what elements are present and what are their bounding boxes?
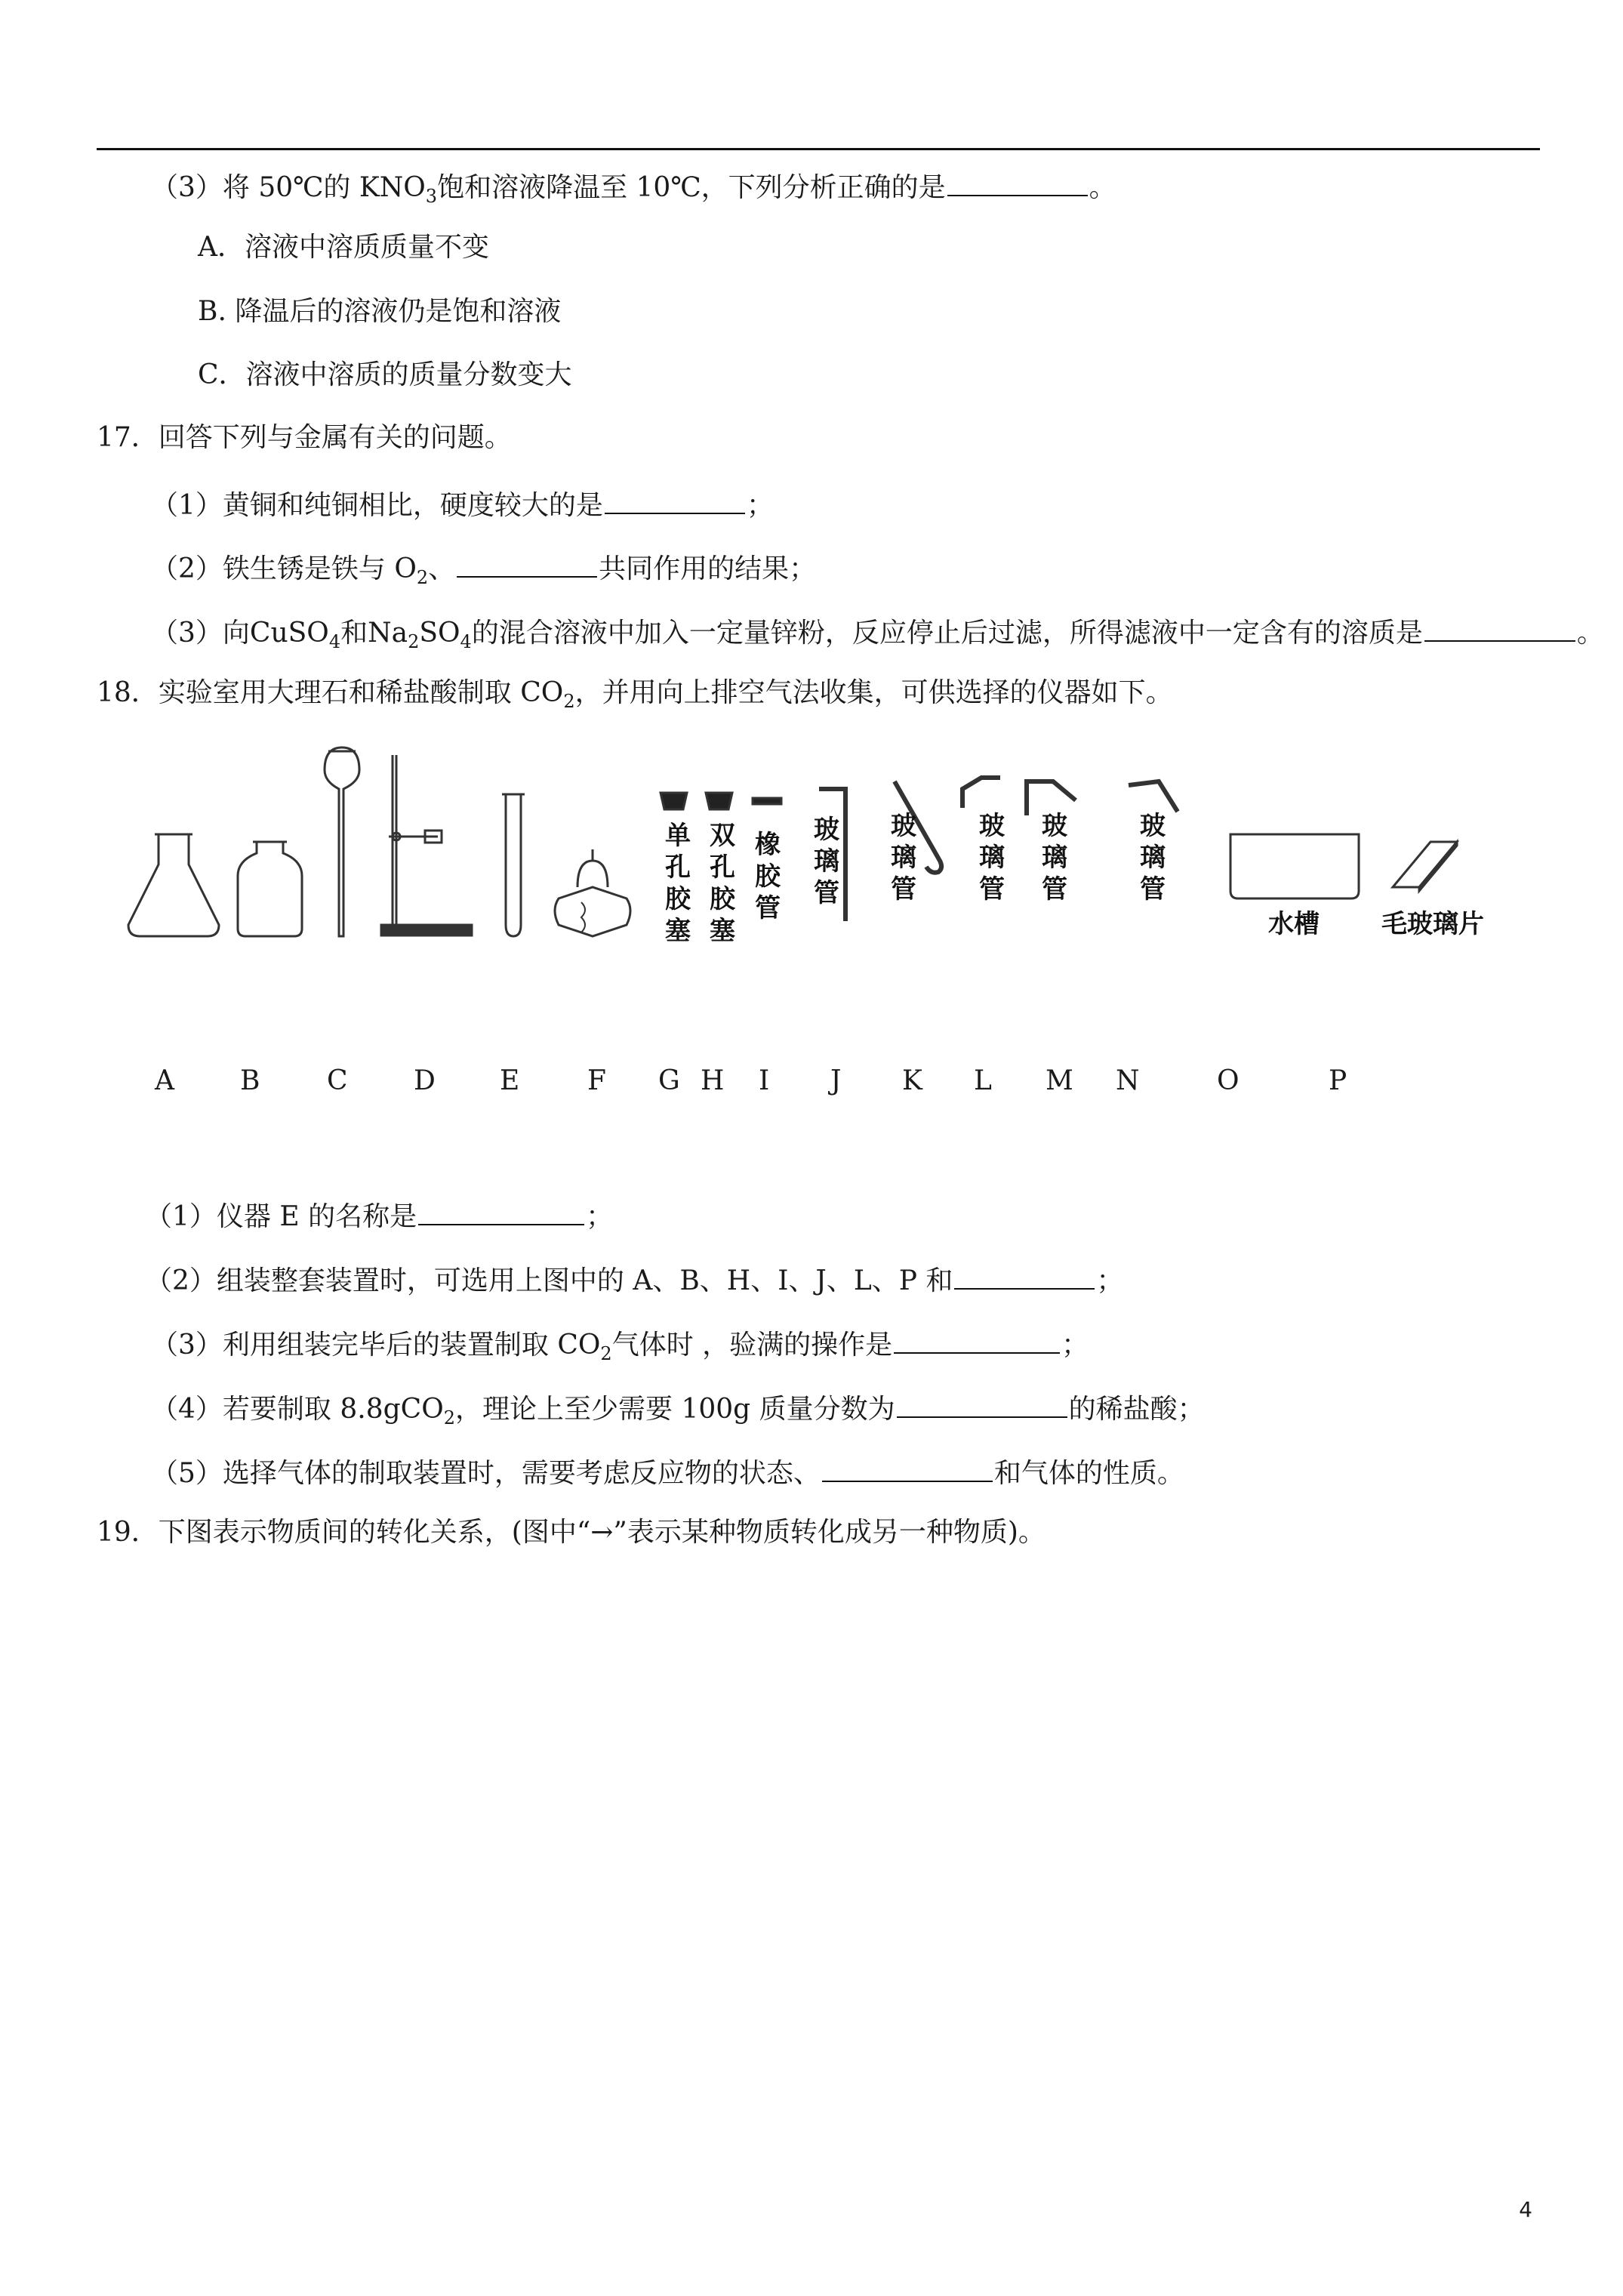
label-glass-tube-m: 玻 xyxy=(1042,811,1067,841)
q17-part2: （2）铁生锈是铁与 $O_2$、 共同作用的结果； xyxy=(151,549,816,586)
q18-part5: （5）选择气体的制取装置时，需要考虑反应物的状态、 和气体的性质。 xyxy=(151,1453,1184,1490)
letter-label: P xyxy=(1329,1065,1347,1096)
letter-label: A xyxy=(155,1065,174,1096)
q17-stem: 17．回答下列与金属有关的问题。 xyxy=(97,422,512,453)
label-rubber-tube: 橡 xyxy=(755,830,781,860)
double-hole-stopper-icon xyxy=(706,793,732,809)
letter-label: C xyxy=(327,1065,348,1096)
iron-stand-icon xyxy=(381,755,472,935)
letter-label: F xyxy=(587,1065,606,1096)
answer-blank[interactable] xyxy=(954,1261,1095,1290)
test-tube-icon xyxy=(502,794,525,936)
letter-label: K xyxy=(902,1065,922,1096)
letter-label: D xyxy=(414,1065,436,1096)
letter-label: M xyxy=(1046,1065,1073,1096)
svg-text:管: 管 xyxy=(1140,874,1166,905)
letter-label: B xyxy=(240,1065,260,1096)
glass-tube-n-icon xyxy=(1129,781,1178,812)
label-glass-tube-k: 玻 xyxy=(891,811,916,841)
answer-blank[interactable] xyxy=(418,1197,584,1225)
q18-part3: （3）利用组装完毕后的装置制取 $CO_2$气体时 ，验满的操作是 ； xyxy=(151,1325,1089,1362)
conical-flask-icon xyxy=(128,834,219,936)
svg-text:孔: 孔 xyxy=(665,852,691,883)
rubber-tube-icon xyxy=(753,798,781,804)
svg-text:胶: 胶 xyxy=(755,861,781,892)
q18-part1: （1）仪器 E 的名称是 ； xyxy=(145,1197,613,1234)
svg-text:管: 管 xyxy=(891,874,916,905)
apparatus-svg xyxy=(125,747,1484,966)
apparatus-letters xyxy=(0,1065,1623,1102)
apparatus-figure xyxy=(125,747,1484,966)
q17-part3: （3）向CuSO$_4$和$Na_2SO_4$的混合溶液中加入一定量锌粉，反应停止后过滤，所得滤液中一定含有的溶质是 。 xyxy=(151,613,1604,650)
letter-label: O xyxy=(1217,1065,1240,1096)
letter-label: J xyxy=(830,1065,842,1096)
frosted-glass-plate-icon xyxy=(1393,842,1457,891)
q19-stem: 19．下图表示物质间的转化关系，(图中“→”表示某种物质转化成另一种物质)。 xyxy=(97,1517,1046,1548)
svg-text:璃: 璃 xyxy=(1042,843,1067,873)
label-glass-tube-j: 玻 xyxy=(814,815,839,845)
svg-text:管: 管 xyxy=(755,893,781,923)
svg-text:管: 管 xyxy=(814,878,839,908)
svg-text:管: 管 xyxy=(979,874,1005,905)
letter-label: N xyxy=(1116,1065,1140,1096)
svg-text:璃: 璃 xyxy=(979,843,1005,873)
single-hole-stopper-icon xyxy=(661,793,687,809)
answer-blank[interactable] xyxy=(947,168,1088,196)
svg-text:璃: 璃 xyxy=(1140,843,1166,873)
letter-label: H xyxy=(701,1065,725,1096)
svg-text:胶: 胶 xyxy=(665,884,691,914)
q16-option-a: A．溶液中溶质质量不变 xyxy=(198,232,489,263)
wide-mouth-bottle-icon xyxy=(238,842,302,936)
answer-blank[interactable] xyxy=(894,1325,1060,1354)
q16-option-c: C．溶液中溶质的质量分数变大 xyxy=(198,359,572,390)
svg-text:璃: 璃 xyxy=(814,846,839,877)
svg-text:塞: 塞 xyxy=(710,916,735,946)
glass-tube-l-icon xyxy=(962,778,1000,808)
q16-part3: （3）将 50℃的 $KNO_3$饱和溶液降温至 10℃，下列分析正确的是 。 xyxy=(151,168,1116,205)
letter-label: E xyxy=(500,1065,520,1096)
letter-label: I xyxy=(759,1065,770,1096)
svg-text:璃: 璃 xyxy=(891,843,916,873)
q18-part2: （2）组装整套装置时，可选用上图中的 A、B、H、I、J、L、P 和 ； xyxy=(145,1261,1123,1298)
label-water-trough: 水槽 xyxy=(1268,909,1320,939)
answer-blank[interactable] xyxy=(605,485,745,514)
long-neck-funnel-icon xyxy=(325,747,359,936)
label-single-hole-stopper: 单 xyxy=(665,821,691,851)
q17-part1: （1）黄铜和纯铜相比，硬度较大的是 ； xyxy=(151,485,774,522)
label-double-hole-stopper: 双 xyxy=(710,821,735,851)
label-glass-plate: 毛玻璃片 xyxy=(1381,909,1484,939)
label-glass-tube-n: 玻 xyxy=(1140,811,1166,841)
alcohol-lamp-icon xyxy=(555,849,630,936)
answer-blank[interactable] xyxy=(822,1453,993,1482)
q18-stem: 18．实验室用大理石和稀盐酸制取 $CO_2$，并用向上排空气法收集，可供选择的仪器如下。 xyxy=(97,677,1173,713)
answer-blank[interactable] xyxy=(897,1389,1067,1418)
header-rule xyxy=(97,148,1540,150)
letter-label: L xyxy=(974,1065,992,1096)
label-glass-tube-l: 玻 xyxy=(979,811,1005,841)
water-trough-icon xyxy=(1230,834,1359,898)
q16-option-b: B. 降温后的溶液仍是饱和溶液 xyxy=(198,296,562,327)
answer-blank[interactable] xyxy=(457,549,597,578)
svg-text:孔: 孔 xyxy=(710,852,735,883)
answer-blank[interactable] xyxy=(1424,613,1575,642)
svg-text:胶: 胶 xyxy=(710,884,735,914)
svg-text:塞: 塞 xyxy=(665,916,691,946)
svg-text:管: 管 xyxy=(1042,874,1067,905)
letter-label: G xyxy=(658,1065,680,1096)
q18-part4: （4）若要制取 8.8gCO$_2$，理论上至少需要 100g 质量分数为 的稀盐酸； xyxy=(151,1389,1205,1426)
page-number: 4 xyxy=(1519,2197,1532,2222)
